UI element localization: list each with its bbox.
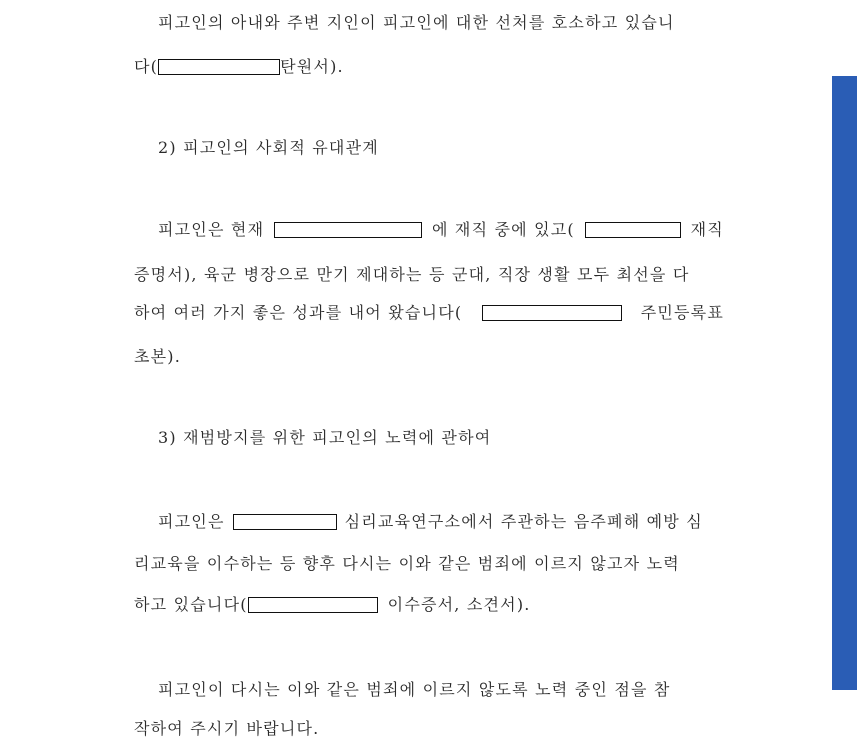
section-3-line-2 bbox=[134, 554, 724, 574]
section-3-heading bbox=[158, 428, 748, 448]
text: 주민등록표 bbox=[640, 303, 724, 322]
text: 피고인은 현재 bbox=[158, 220, 265, 239]
text: 재직 bbox=[690, 220, 724, 239]
section-2-heading bbox=[158, 138, 748, 158]
text: 리교육을 이수하는 등 향후 다시는 이와 같은 범죄에 이르지 않고자 노력 bbox=[134, 554, 680, 573]
text: 작하여 주시기 바랍니다. bbox=[134, 719, 320, 738]
text: 다( bbox=[134, 57, 159, 76]
text: 피고인의 아내와 주변 지인이 피고인에 대한 선처를 호소하고 있습니 bbox=[158, 13, 675, 32]
text: 하여 여러 가지 좋은 성과를 내어 왔습니다( bbox=[134, 303, 463, 322]
redaction-box-petitioner bbox=[158, 59, 280, 75]
text: 증명서), 육군 병장으로 만기 제대하는 등 군대, 직장 생활 모두 최선을 다 bbox=[134, 265, 690, 284]
heading-text: 3) 재범방지를 위한 피고인의 노력에 관하여 bbox=[158, 428, 492, 447]
text: 에 재직 중에 있고( bbox=[431, 220, 575, 239]
section-2-line-2 bbox=[134, 265, 724, 285]
text: 초본). bbox=[134, 347, 182, 366]
section-2-line-3 bbox=[134, 303, 724, 323]
paragraph-1-line-2 bbox=[134, 57, 724, 77]
paragraph-1-line-1 bbox=[134, 13, 724, 33]
redaction-box-certificate bbox=[248, 597, 378, 613]
heading-text: 2) 피고인의 사회적 유대관계 bbox=[158, 138, 379, 157]
redaction-box-institute bbox=[233, 514, 337, 530]
redaction-box-employment-cert bbox=[585, 222, 681, 238]
text: 피고인은 bbox=[158, 512, 225, 531]
text: 피고인이 다시는 이와 같은 범죄에 이르지 않도록 노력 중인 점을 참 bbox=[158, 680, 671, 699]
section-2-line-4 bbox=[134, 347, 724, 367]
section-2-line-1 bbox=[134, 220, 724, 240]
section-3-line-1 bbox=[134, 512, 724, 532]
section-3-line-3 bbox=[134, 595, 724, 615]
closing-line-1 bbox=[134, 680, 724, 700]
text: 하고 있습니다( bbox=[134, 595, 248, 614]
side-blue-bar bbox=[832, 76, 857, 690]
text: 이수증서, 소견서). bbox=[387, 595, 531, 614]
closing-line-2 bbox=[134, 719, 724, 739]
redaction-box-employer bbox=[274, 222, 422, 238]
text: 심리교육연구소에서 주관하는 음주폐해 예방 심 bbox=[344, 512, 703, 531]
redaction-box-resident-register bbox=[482, 305, 622, 321]
text: 탄원서). bbox=[280, 57, 344, 76]
